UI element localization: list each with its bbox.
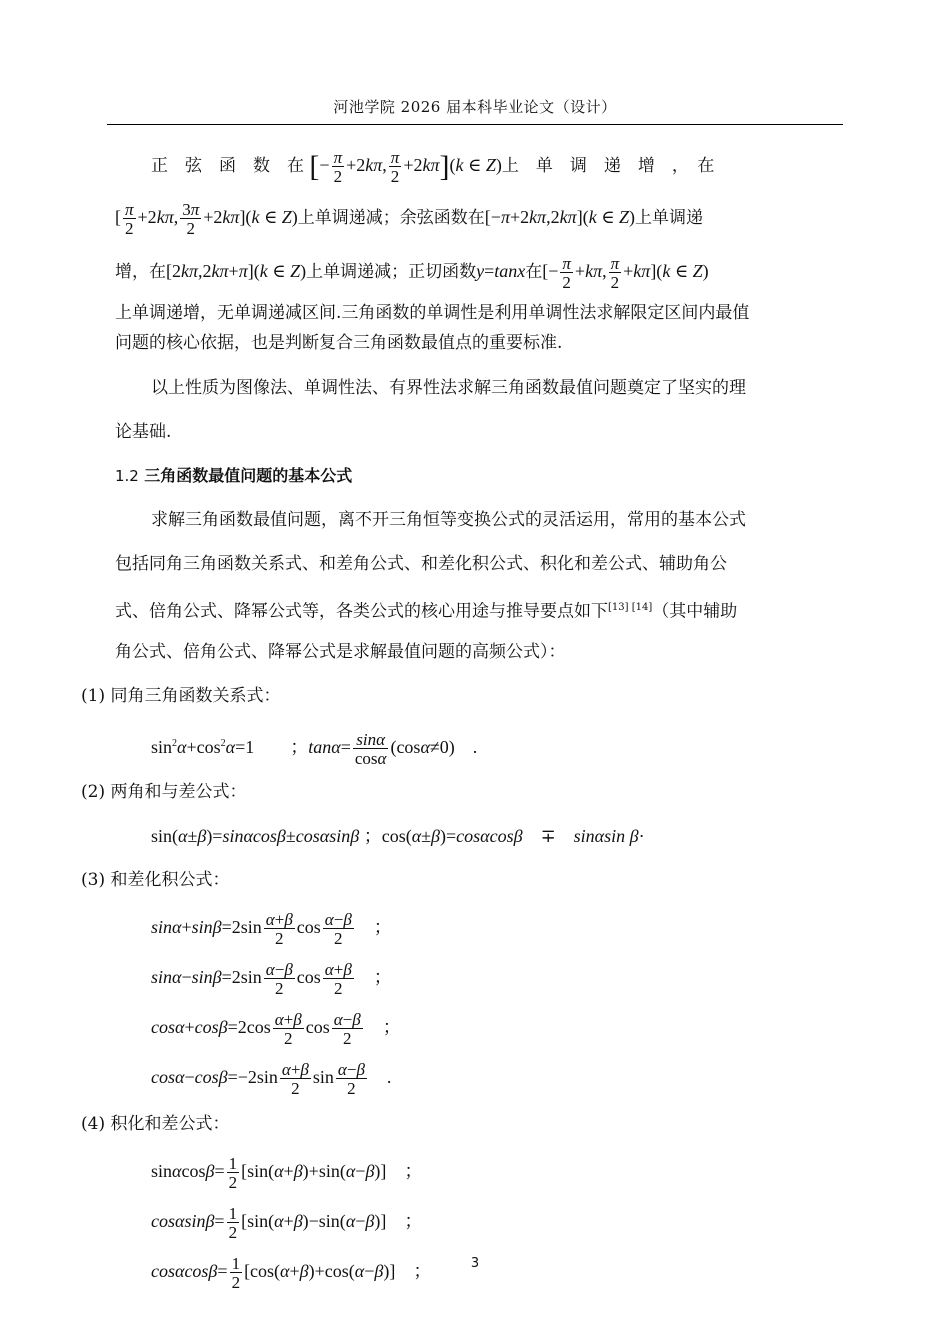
paragraph-line: 包括同角三角函数关系式、和差角公式、和差化积公式、积化和差公式、辅助角公	[115, 554, 727, 574]
text-run: 上 单 调 递 增 ， 在	[501, 156, 715, 176]
text-run: 正 弦 函 数 在	[151, 156, 304, 176]
formula: cosα+cosβ=2cos $\frac{\alpha+\beta}{2}$ cos $\frac{\alpha-\beta}{2}$ ；	[151, 1009, 401, 1048]
list-item	[81, 1102, 837, 1146]
formula: sinαcosβ= $\frac{1}{2}$ [sin(α+β)+sin(α−β)] ；	[151, 1153, 423, 1192]
section-title: 三角函数最值问题的基本公式	[144, 466, 353, 485]
math-interval: [− $\frac{\pi}{2}$ +2kπ, $\frac{\pi}{2}$ +2kπ](k ∈ Z)	[309, 147, 502, 186]
item-title: 同角三角函数关系式：	[110, 686, 281, 706]
math-interval: [ $\frac{\pi}{2}$ +2kπ, $\frac{3\pi}{2}$ +2kπ](k ∈ Z)	[115, 199, 298, 238]
paragraph-line: 求解三角函数最值问题，离不开三角恒等变换公式的灵活运用，常用的基本公式	[151, 510, 746, 530]
paragraph-line: 论基础.	[115, 422, 172, 442]
formula: cosαcosβ= $\frac{1}{2}$ [cos(α+β)+cos(α−β)] ；	[151, 1253, 432, 1292]
item-title: 和差化积公式：	[110, 870, 230, 890]
paragraph-line: 角公式、倍角公式、降幂公式是求解最值问题的高频公式）：	[115, 642, 566, 662]
list-item	[81, 770, 837, 814]
paper-body	[81, 140, 837, 1296]
text-run: （其中辅助	[652, 601, 738, 622]
text-run: 上单调递	[635, 208, 704, 228]
page-number: 3	[470, 1256, 480, 1271]
formula: sin(α±β)=sinαcosβ±cosαsinβ ；cos(α±β)=cosαcosβ ∓ sinαsin β·	[151, 826, 645, 846]
math-interval: [− $\frac{\pi}{2}$ +kπ, $\frac{\pi}{2}$ +kπ](k ∈ Z)	[542, 253, 709, 292]
math-tan: y	[476, 261, 485, 281]
section-heading	[115, 454, 837, 498]
paragraph-line: 上单调递增，无单调递减区间.三角函数的单调性是利用单调性法求解限定区间内最值	[115, 303, 750, 323]
list-item	[81, 858, 837, 902]
text-run: 式、倍角公式、降幂公式等，各类公式的核心用途与推导要点如下	[115, 601, 608, 622]
formula: cosα−cosβ=−2sin $\frac{\alpha+\beta}{2}$ sin $\frac{\alpha-\beta}{2}$ .	[151, 1059, 392, 1098]
list-item	[81, 674, 837, 718]
paragraph-line	[115, 190, 837, 244]
item-label: (2)	[81, 782, 106, 802]
formula: cosαsinβ= $\frac{1}{2}$ [sin(α+β)−sin(α−β)] ；	[151, 1203, 423, 1242]
paragraph-line: 以上性质为图像法、单调性法、有界性法求解三角函数最值问题奠定了坚实的理	[151, 378, 746, 398]
paragraph-line	[115, 140, 837, 190]
item-label: (3)	[81, 870, 106, 890]
formula: sinα−sinβ=2sin $\frac{\alpha-\beta}{2}$ cos $\frac{\alpha+\beta}{2}$ ；	[151, 959, 392, 998]
paragraph-line	[115, 586, 837, 630]
citation: [13] [14]	[608, 602, 653, 613]
item-title: 两角和与差公式：	[110, 782, 247, 802]
paragraph-line: 问题的核心依据，也是判断复合三角函数最值点的重要标准.	[115, 333, 563, 353]
item-title: 积化和差公式：	[110, 1114, 230, 1134]
page-header: 河池学院 2026 届本科毕业论文（设计）	[333, 98, 617, 116]
text-run: 上单调递减；余弦函数在	[297, 208, 485, 228]
text-run: 上单调递减；正切函数	[306, 262, 477, 282]
formula: sinα+sinβ=2sin $\frac{\alpha+\beta}{2}$ cos $\frac{\alpha-\beta}{2}$ ；	[151, 909, 392, 948]
header-rule	[107, 124, 843, 125]
section-number: 1.2	[115, 467, 139, 485]
item-label: (4)	[81, 1114, 106, 1134]
text-run: 在	[525, 262, 543, 282]
text-run: 增，在	[115, 262, 166, 282]
math-interval: [−π+2kπ,2kπ](k ∈ Z)	[484, 207, 636, 227]
paragraph-line: 增，在[2kπ,2kπ+π](k ∈ Z)上单调递减；正切函数y=tanx在[− $\frac{\pi}{2}$ +kπ, $\frac{\pi}{2}$ +kπ](k ∈ Z)	[115, 253, 709, 292]
formula: $\sin^2\alpha+\cos^2\alpha=1$ ；tanα= $\frac{\sin\alpha}{\cos\alpha}$ (cosα≠0) .	[151, 729, 478, 768]
math-interval: [2kπ,2kπ+π](k ∈ Z)	[166, 261, 307, 281]
item-label: (1)	[81, 686, 106, 706]
